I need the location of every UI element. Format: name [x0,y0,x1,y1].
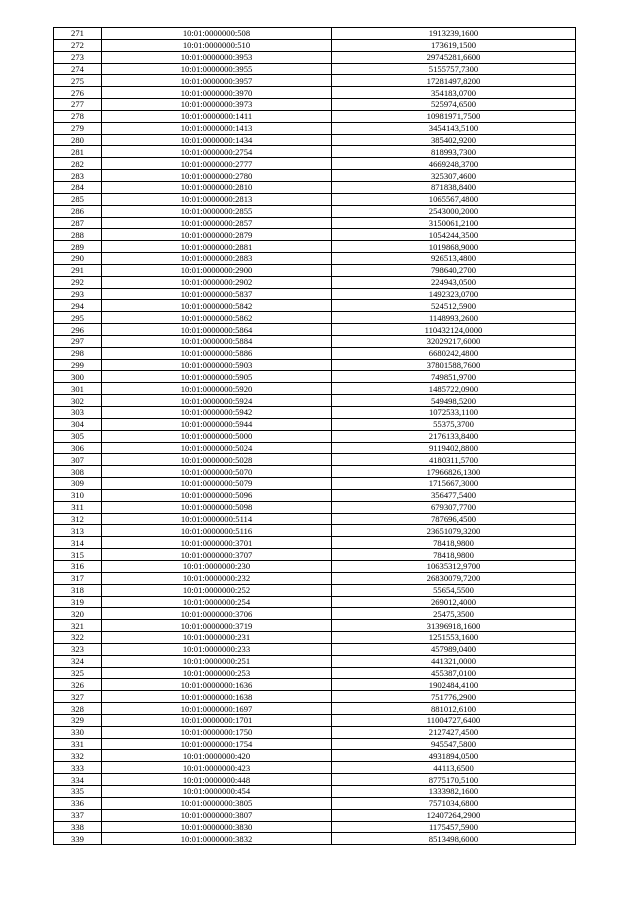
table-row [54,51,576,63]
value-cell: 945547,5800 [332,738,576,750]
row-number-cell: 282 [54,158,102,170]
row-number-cell: 297 [54,335,102,347]
cadastral-number-cell: 10:01:0000000:5070 [102,466,332,478]
table-row [54,181,576,193]
row-number-cell: 307 [54,454,102,466]
row-number-cell: 293 [54,288,102,300]
cadastral-number-cell: 10:01:0000000:3830 [102,821,332,833]
cadastral-number-cell: 10:01:0000000:1701 [102,714,332,726]
cadastral-number-cell: 10:01:0000000:508 [102,28,332,40]
row-number-cell: 339 [54,833,102,845]
value-cell: 32029217,6000 [332,335,576,347]
row-number-cell: 294 [54,300,102,312]
value-cell: 525974,6500 [332,99,576,111]
row-number-cell: 335 [54,786,102,798]
cadastral-number-cell: 10:01:0000000:2879 [102,229,332,241]
table-row [54,253,576,265]
row-number-cell: 303 [54,407,102,419]
table-row [54,110,576,122]
table-row [54,407,576,419]
cadastral-number-cell: 10:01:0000000:1697 [102,703,332,715]
cadastral-number-cell: 10:01:0000000:420 [102,750,332,762]
table-row [54,430,576,442]
row-number-cell: 292 [54,276,102,288]
row-number-cell: 302 [54,395,102,407]
value-cell: 5155757,7300 [332,63,576,75]
cadastral-number-cell: 10:01:0000000:3973 [102,99,332,111]
table-row [54,359,576,371]
row-number-cell: 296 [54,324,102,336]
table-row [54,418,576,430]
row-number-cell: 318 [54,584,102,596]
row-number-cell: 329 [54,714,102,726]
value-cell: 787696,4500 [332,513,576,525]
table-row [54,466,576,478]
table-row [54,726,576,738]
value-cell: 455387,0100 [332,667,576,679]
table-row [54,193,576,205]
cadastral-number-cell: 10:01:0000000:1411 [102,110,332,122]
table-row [54,667,576,679]
table-row [54,632,576,644]
cadastral-number-cell: 10:01:0000000:5000 [102,430,332,442]
value-cell: 9119402,8800 [332,442,576,454]
value-cell: 10635312,9700 [332,560,576,572]
cadastral-number-cell: 10:01:0000000:1636 [102,679,332,691]
cadastral-number-cell: 10:01:0000000:2855 [102,205,332,217]
cadastral-number-cell: 10:01:0000000:5079 [102,478,332,490]
cadastral-number-cell: 10:01:0000000:448 [102,774,332,786]
value-cell: 4931894,0500 [332,750,576,762]
value-cell: 1492323,0700 [332,288,576,300]
value-cell: 354183,0700 [332,87,576,99]
table-row [54,537,576,549]
table-row [54,679,576,691]
value-cell: 26830079,7200 [332,572,576,584]
row-number-cell: 314 [54,537,102,549]
table-row [54,513,576,525]
table-row [54,264,576,276]
table-row [54,371,576,383]
value-cell: 7571034,6800 [332,797,576,809]
value-cell: 78418,9800 [332,549,576,561]
cadastral-number-cell: 10:01:0000000:2780 [102,170,332,182]
value-cell: 549498,5200 [332,395,576,407]
table-row [54,762,576,774]
value-cell: 37801588,7600 [332,359,576,371]
row-number-cell: 281 [54,146,102,158]
row-number-cell: 319 [54,596,102,608]
table-row [54,738,576,750]
value-cell: 8775170,5100 [332,774,576,786]
cadastral-number-cell: 10:01:0000000:2754 [102,146,332,158]
table-row [54,809,576,821]
table-row [54,99,576,111]
value-cell: 25475,3500 [332,608,576,620]
cadastral-number-cell: 10:01:0000000:510 [102,39,332,51]
table-row [54,478,576,490]
row-number-cell: 333 [54,762,102,774]
value-cell: 23651079,3200 [332,525,576,537]
table-row [54,229,576,241]
table-row [54,28,576,40]
value-cell: 1148993,2600 [332,312,576,324]
row-number-cell: 286 [54,205,102,217]
value-cell: 55375,3700 [332,418,576,430]
row-number-cell: 308 [54,466,102,478]
cadastral-number-cell: 10:01:0000000:1434 [102,134,332,146]
row-number-cell: 332 [54,750,102,762]
cadastral-number-cell: 10:01:0000000:5884 [102,335,332,347]
cadastral-number-cell: 10:01:0000000:5920 [102,383,332,395]
value-cell: 1072533,1100 [332,407,576,419]
cadastral-number-cell: 10:01:0000000:5842 [102,300,332,312]
value-cell: 749851,9700 [332,371,576,383]
table-row [54,501,576,513]
cadastral-number-cell: 10:01:0000000:253 [102,667,332,679]
table-row [54,703,576,715]
row-number-cell: 316 [54,560,102,572]
cadastral-number-cell: 10:01:0000000:232 [102,572,332,584]
row-number-cell: 289 [54,241,102,253]
value-cell: 3454143,5100 [332,122,576,134]
value-cell: 2543000,2000 [332,205,576,217]
table-row [54,122,576,134]
table-row [54,63,576,75]
value-cell: 926513,4800 [332,253,576,265]
value-cell: 385402,9200 [332,134,576,146]
value-cell: 12407264,2900 [332,809,576,821]
cadastral-number-cell: 10:01:0000000:2902 [102,276,332,288]
cadastral-number-cell: 10:01:0000000:5862 [102,312,332,324]
value-cell: 524512,5900 [332,300,576,312]
table-row [54,205,576,217]
value-cell: 4180311,5700 [332,454,576,466]
cadastral-number-cell: 10:01:0000000:2810 [102,181,332,193]
table-row [54,75,576,87]
value-cell: 1054244,3500 [332,229,576,241]
row-number-cell: 324 [54,655,102,667]
table-row [54,347,576,359]
table-row [54,335,576,347]
row-number-cell: 330 [54,726,102,738]
cadastral-number-cell: 10:01:0000000:2881 [102,241,332,253]
cadastral-number-cell: 10:01:0000000:1750 [102,726,332,738]
value-cell: 356477,5400 [332,489,576,501]
row-number-cell: 271 [54,28,102,40]
value-cell: 1019868,9000 [332,241,576,253]
row-number-cell: 338 [54,821,102,833]
cadastral-number-cell: 10:01:0000000:3953 [102,51,332,63]
table-body [54,28,576,845]
value-cell: 798640,2700 [332,264,576,276]
value-cell: 17966826,1300 [332,466,576,478]
row-number-cell: 299 [54,359,102,371]
table-row [54,383,576,395]
table-row [54,489,576,501]
table-row [54,833,576,845]
cadastral-number-cell: 10:01:0000000:3701 [102,537,332,549]
cadastral-number-cell: 10:01:0000000:1638 [102,691,332,703]
row-number-cell: 311 [54,501,102,513]
table-row [54,774,576,786]
row-number-cell: 305 [54,430,102,442]
table-row [54,620,576,632]
value-cell: 224943,0500 [332,276,576,288]
row-number-cell: 306 [54,442,102,454]
value-cell: 1175457,5900 [332,821,576,833]
row-number-cell: 328 [54,703,102,715]
cadastral-number-cell: 10:01:0000000:5942 [102,407,332,419]
row-number-cell: 301 [54,383,102,395]
row-number-cell: 277 [54,99,102,111]
cadastral-number-cell: 10:01:0000000:233 [102,643,332,655]
row-number-cell: 287 [54,217,102,229]
value-cell: 881012,6100 [332,703,576,715]
row-number-cell: 276 [54,87,102,99]
value-cell: 818993,7300 [332,146,576,158]
value-cell: 679307,7700 [332,501,576,513]
value-cell: 441321,0000 [332,655,576,667]
table-row [54,821,576,833]
value-cell: 10981971,7500 [332,110,576,122]
table-row [54,217,576,229]
table-row [54,276,576,288]
table-row [54,300,576,312]
value-cell: 3150061,2100 [332,217,576,229]
table-row [54,288,576,300]
table-row [54,134,576,146]
row-number-cell: 309 [54,478,102,490]
cadastral-number-cell: 10:01:0000000:5096 [102,489,332,501]
table-row [54,158,576,170]
value-cell: 1913239,1600 [332,28,576,40]
value-cell: 11004727,6400 [332,714,576,726]
cadastral-number-cell: 10:01:0000000:423 [102,762,332,774]
cadastral-number-cell: 10:01:0000000:2900 [102,264,332,276]
cadastral-number-cell: 10:01:0000000:3957 [102,75,332,87]
cadastral-number-cell: 10:01:0000000:1754 [102,738,332,750]
cadastral-number-cell: 10:01:0000000:5116 [102,525,332,537]
cadastral-number-cell: 10:01:0000000:5903 [102,359,332,371]
table-row [54,525,576,537]
row-number-cell: 291 [54,264,102,276]
cadastral-number-cell: 10:01:0000000:251 [102,655,332,667]
table-row [54,170,576,182]
cadastral-number-cell: 10:01:0000000:3719 [102,620,332,632]
row-number-cell: 304 [54,418,102,430]
row-number-cell: 313 [54,525,102,537]
value-cell: 751776,2900 [332,691,576,703]
table-row [54,442,576,454]
cadastral-number-cell: 10:01:0000000:252 [102,584,332,596]
cadastral-number-cell: 10:01:0000000:5837 [102,288,332,300]
row-number-cell: 315 [54,549,102,561]
value-cell: 29745281,6600 [332,51,576,63]
value-cell: 31396918,1600 [332,620,576,632]
cadastral-number-cell: 10:01:0000000:5114 [102,513,332,525]
cadastral-number-cell: 10:01:0000000:254 [102,596,332,608]
row-number-cell: 326 [54,679,102,691]
row-number-cell: 278 [54,110,102,122]
value-cell: 4669248,3700 [332,158,576,170]
cadastral-number-cell: 10:01:0000000:1413 [102,122,332,134]
value-cell: 1333982,1600 [332,786,576,798]
cadastral-number-cell: 10:01:0000000:5098 [102,501,332,513]
value-cell: 17281497,8200 [332,75,576,87]
table-row [54,714,576,726]
cadastral-number-cell: 10:01:0000000:2813 [102,193,332,205]
value-cell: 2127427,4500 [332,726,576,738]
row-number-cell: 300 [54,371,102,383]
cadastral-number-cell: 10:01:0000000:3805 [102,797,332,809]
cadastral-number-cell: 10:01:0000000:230 [102,560,332,572]
cadastral-number-cell: 10:01:0000000:231 [102,632,332,644]
cadastral-number-cell: 10:01:0000000:5024 [102,442,332,454]
value-cell: 325307,4600 [332,170,576,182]
cadastral-number-cell: 10:01:0000000:5905 [102,371,332,383]
table-row [54,454,576,466]
table-row [54,39,576,51]
row-number-cell: 280 [54,134,102,146]
value-cell: 269012,4000 [332,596,576,608]
value-cell: 1715667,3000 [332,478,576,490]
value-cell: 1251553,1600 [332,632,576,644]
row-number-cell: 285 [54,193,102,205]
cadastral-number-cell: 10:01:0000000:3955 [102,63,332,75]
value-cell: 1485722,0900 [332,383,576,395]
value-cell: 55654,5500 [332,584,576,596]
value-cell: 78418,9800 [332,537,576,549]
cadastral-number-cell: 10:01:0000000:454 [102,786,332,798]
row-number-cell: 317 [54,572,102,584]
row-number-cell: 337 [54,809,102,821]
table-row [54,549,576,561]
row-number-cell: 312 [54,513,102,525]
cadastral-number-cell: 10:01:0000000:3832 [102,833,332,845]
row-number-cell: 327 [54,691,102,703]
row-number-cell: 322 [54,632,102,644]
row-number-cell: 273 [54,51,102,63]
table-row [54,560,576,572]
table-row [54,797,576,809]
cadastral-number-cell: 10:01:0000000:2777 [102,158,332,170]
table-row [54,584,576,596]
table-row [54,691,576,703]
row-number-cell: 321 [54,620,102,632]
value-cell: 110432124,0000 [332,324,576,336]
value-cell: 871838,8400 [332,181,576,193]
value-cell: 2176133,8400 [332,430,576,442]
row-number-cell: 320 [54,608,102,620]
cadastral-number-cell: 10:01:0000000:3807 [102,809,332,821]
row-number-cell: 284 [54,181,102,193]
row-number-cell: 275 [54,75,102,87]
cadastral-number-cell: 10:01:0000000:5924 [102,395,332,407]
row-number-cell: 288 [54,229,102,241]
row-number-cell: 323 [54,643,102,655]
table-row [54,324,576,336]
table-row [54,643,576,655]
table-row [54,87,576,99]
row-number-cell: 334 [54,774,102,786]
row-number-cell: 272 [54,39,102,51]
value-cell: 44113,6500 [332,762,576,774]
table-row [54,786,576,798]
table-row [54,241,576,253]
row-number-cell: 279 [54,122,102,134]
table-row [54,395,576,407]
cadastral-number-cell: 10:01:0000000:5864 [102,324,332,336]
row-number-cell: 295 [54,312,102,324]
row-number-cell: 325 [54,667,102,679]
row-number-cell: 274 [54,63,102,75]
cadastral-number-cell: 10:01:0000000:5028 [102,454,332,466]
table-row [54,572,576,584]
cadastral-number-cell: 10:01:0000000:3707 [102,549,332,561]
value-cell: 8513498,6000 [332,833,576,845]
cadastral-number-cell: 10:01:0000000:5886 [102,347,332,359]
table-row [54,312,576,324]
row-number-cell: 290 [54,253,102,265]
table-row [54,750,576,762]
cadastral-number-cell: 10:01:0000000:2883 [102,253,332,265]
value-cell: 6680242,4800 [332,347,576,359]
cadastral-number-cell: 10:01:0000000:3970 [102,87,332,99]
cadastral-value-table [53,27,576,845]
table-row [54,146,576,158]
value-cell: 173619,1500 [332,39,576,51]
row-number-cell: 336 [54,797,102,809]
table-row [54,655,576,667]
row-number-cell: 331 [54,738,102,750]
value-cell: 1065567,4800 [332,193,576,205]
row-number-cell: 310 [54,489,102,501]
row-number-cell: 283 [54,170,102,182]
table-row [54,608,576,620]
value-cell: 1902484,4100 [332,679,576,691]
value-cell: 457989,0400 [332,643,576,655]
cadastral-number-cell: 10:01:0000000:5944 [102,418,332,430]
table-row [54,596,576,608]
row-number-cell: 298 [54,347,102,359]
cadastral-number-cell: 10:01:0000000:3706 [102,608,332,620]
cadastral-number-cell: 10:01:0000000:2857 [102,217,332,229]
